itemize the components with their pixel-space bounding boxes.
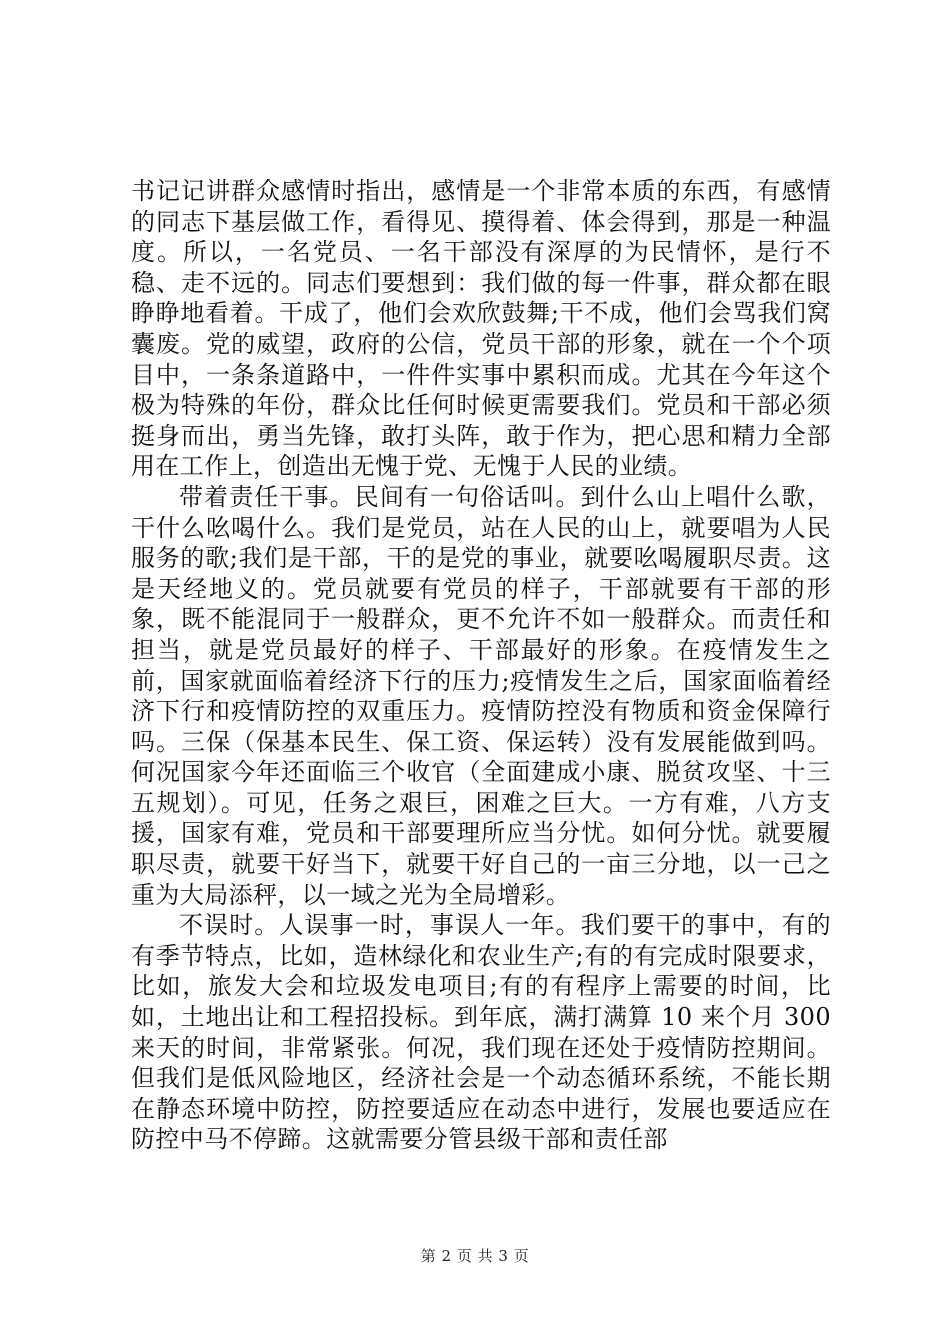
paragraph-2: 带着责任干事。民间有一句俗话叫。到什么山上唱什么歌，干什么吆喝什么。我们是党员，站在人民的山上，就要唱为人民服务的歌;我们是干部，干的是党的事业，就要吆喝履职尽责。这是天经地义的。党员就要有党员的样子，干部就要有干部的形象，既不能混同于一般群众，更不允许不如一般群众。而责任和担当，就是党员最好的样子、干部最好的形象。在疫情发生之前，国家就面临着经济下行的压力;疫情发生之后，国家面临着经济下行和疫情防控的双重压力。疫情防控没有物质和资金保障行吗。三保（保基本民生、保工资、保运转）没有发展能做到吗。何况国家今年还面临三个收官（全面建成小康、脱贫攻坚、十三五规划）。可见，任务之艰巨，困难之巨大。一方有难，八方支援，国家有难，党员和干部要理所应当分忧。如何分忧。就要履职尽责，就要干好当下，就要干好自己的一亩三分地，以一己之重为大局添秤，以一域之光为全局增彩。 bbox=[131, 482, 831, 909]
paragraph-1: 书记记讲群众感情时指出，感情是一个非常本质的东西，有感情的同志下基层做工作，看得见、摸得着、体会得到，那是一种温度。所以，一名党员、一名干部没有深厚的为民情怀，是行不稳、走不远的。同志们要想到：我们做的每一件事，群众都在眼睁睁地看着。干成了，他们会欢欣鼓舞;干不成，他们会骂我们窝囊废。党的威望，政府的公信，党员干部的形象，就在一个个项目中，一条条道路中，一件件实事中累积而成。尤其在今年这个极为特殊的年份，群众比任何时候更需要我们。党员和干部必须挺身而出，勇当先锋，敢打头阵，敢于作为，把心思和精力全部用在工作上，创造出无愧于党、无愧于人民的业绩。 bbox=[131, 177, 831, 481]
body-text bbox=[131, 176, 831, 1155]
page-footer: 第 2 页 共 3 页 bbox=[420, 1247, 530, 1265]
paragraph-3: 不误时。人误事一时，事误人一年。我们要干的事中，有的有季节特点，比如，造林绿化和农业生产;有的有完成时限要求，比如，旅发大会和垃圾发电项目;有的有程序上需要的时间，比如，土地出让和工程招投标。到年底，满打满算 10 来个月 300 来天的时间，非常紧张。何况，我们现在还处于疫情防控期间。但我们是低风险地区，经济社会是一个动态循环系统，不能长期在静态环境中防控，防控要适应在动态中进行，发展也要适应在防控中马不停蹄。这就需要分管县级干部和责任部 bbox=[131, 911, 831, 1154]
